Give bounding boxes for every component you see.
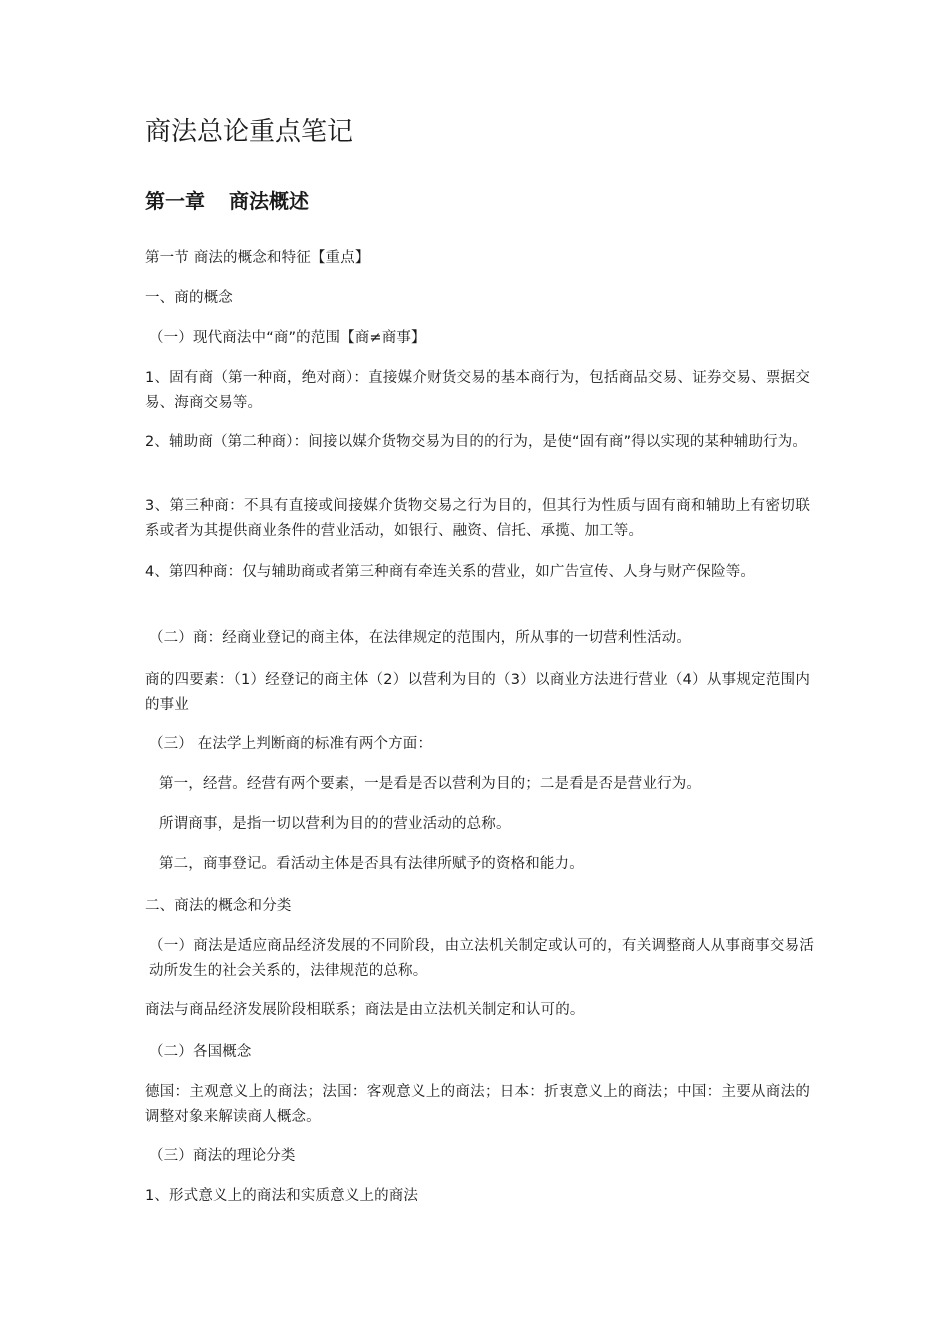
paragraph: 3、第三种商：不具有直接或间接媒介货物交易之行为目的，但其行为性质与固有商和辅助上有密切联系或者为其提供商业条件的营业活动，如银行、融资、信托、承揽、加工等。 — [145, 498, 810, 539]
paragraph: 商法与商品经济发展阶段相联系；商法是由立法机关制定和认可的。 — [145, 1002, 585, 1018]
paragraph: （二）商：经商业登记的商主体，在法律规定的范围内，所从事的一切营利性活动。 — [149, 630, 692, 646]
document-title: 商法总论重点笔记 — [145, 117, 354, 147]
paragraph: 4、第四种商：仅与辅助商或者第三种商有牵连关系的营业，如广告宣传、人身与财产保险等。 — [145, 564, 756, 580]
paragraph: 第二，商事登记。看活动主体是否具有法律所赋予的资格和能力。 — [159, 856, 584, 872]
paragraph: 1、形式意义上的商法和实质意义上的商法 — [145, 1188, 419, 1204]
paragraph: 所谓商事，是指一切以营利为目的的营业活动的总称。 — [159, 816, 511, 832]
paragraph: 2、辅助商（第二种商）：间接以媒介货物交易为目的的行为，是使“固有商”得以实现的某种辅助行为。 — [145, 434, 808, 450]
paragraph: （三）商法的理论分类 — [149, 1148, 296, 1164]
paragraph: （一）现代商法中“商”的范围【商≠商事】 — [149, 330, 426, 346]
paragraph: 德国：主观意义上的商法；法国：客观意义上的商法；日本：折衷意义上的商法；中国：主要从商法的调整对象来解读商人概念。 — [145, 1084, 810, 1125]
chapter-title: 商法概述 — [229, 189, 309, 213]
paragraph: （一）商法是适应商品经济发展的不同阶段，由立法机关制定或认可的，有关调整商人从事商事交易活动所发生的社会关系的，法律规范的总称。 — [149, 938, 814, 979]
paragraph: 第一，经营。经营有两个要素，一是看是否以营利为目的；二是看是否是营业行为。 — [159, 776, 702, 792]
chapter-number: 第一章 — [145, 189, 205, 213]
paragraph: 1、固有商（第一种商，绝对商）：直接媒介财货交易的基本商行为，包括商品交易、证券交易、票据交易、海商交易等。 — [145, 370, 810, 411]
paragraph: 商的四要素：（1）经登记的商主体（2）以营利为目的（3）以商业方法进行营业（4）从事规定范围内的事业 — [145, 672, 810, 713]
paragraph: （二）各国概念 — [149, 1044, 252, 1060]
section-heading: 第一节 商法的概念和特征【重点】 — [145, 250, 370, 266]
subsection-heading: 一、商的概念 — [145, 290, 233, 306]
chapter-heading — [145, 186, 309, 216]
subsection-heading: 二、商法的概念和分类 — [145, 898, 292, 914]
paragraph: （三） 在法学上判断商的标准有两个方面： — [149, 736, 433, 752]
